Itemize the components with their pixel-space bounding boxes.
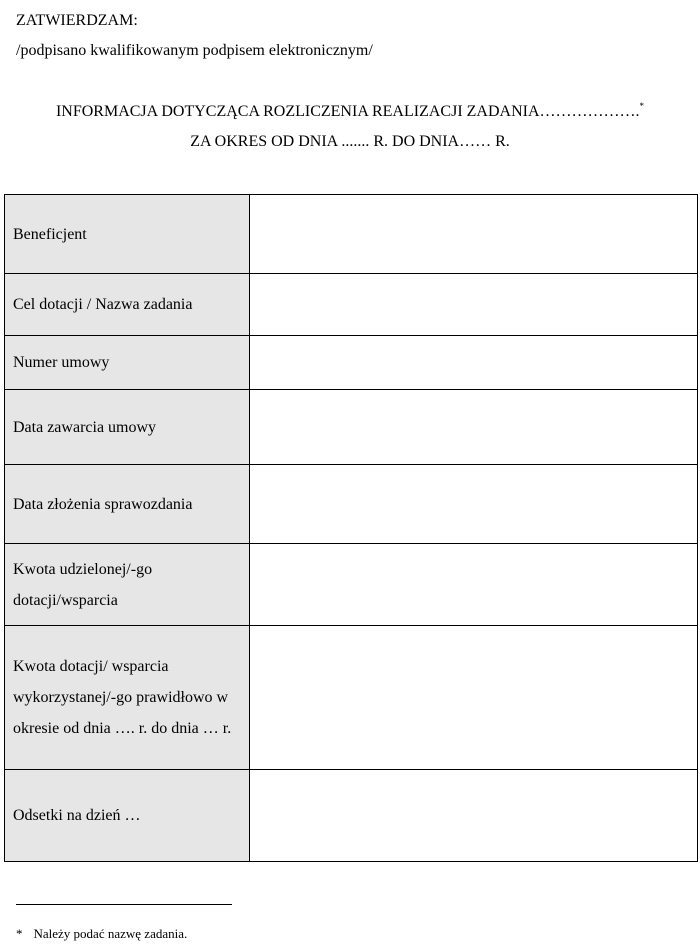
reporting-period-line: ZA OKRES OD DNIA ....... R. DO DNIA…… R.	[190, 133, 510, 150]
row-label-interest: Odsetki na dzień …	[5, 770, 250, 862]
table-row-agreement-date	[5, 390, 698, 465]
row-label-agreement-number: Numer umowy	[5, 336, 250, 390]
document-title	[0, 101, 700, 121]
footnote	[16, 926, 187, 942]
footnote-text: Należy podać nazwę zadania.	[33, 926, 188, 941]
row-value-beneficiary[interactable]	[250, 195, 698, 274]
row-label-grant-purpose: Cel dotacji / Nazwa zadania	[5, 274, 250, 336]
document-title-text: INFORMACJA DOTYCZĄCA ROZLICZENIA REALIZACJI ZADANIA……………….	[55, 103, 640, 120]
footnote-reference-mark: *	[639, 101, 645, 111]
row-value-agreement-number[interactable]	[250, 336, 698, 390]
footnote-mark: *	[16, 926, 23, 941]
row-label-agreement-date: Data zawarcia umowy	[5, 390, 250, 465]
row-value-used-amount[interactable]	[250, 626, 698, 770]
row-value-report-submission-date[interactable]	[250, 465, 698, 544]
table-row-beneficiary	[5, 195, 698, 274]
table-row-granted-amount	[5, 544, 698, 626]
row-value-agreement-date[interactable]	[250, 390, 698, 465]
table-row-used-amount	[5, 626, 698, 770]
row-value-grant-purpose[interactable]	[250, 274, 698, 336]
table-row-grant-purpose	[5, 274, 698, 336]
table-row-agreement-number	[5, 336, 698, 390]
settlement-table	[4, 194, 698, 862]
row-value-granted-amount[interactable]	[250, 544, 698, 626]
footnote-separator	[16, 904, 232, 905]
table-row-report-submission-date	[5, 465, 698, 544]
signature-note: /podpisano kwalifikowanym podpisem elektronicznym/	[16, 42, 373, 59]
row-value-interest[interactable]	[250, 770, 698, 862]
row-label-beneficiary: Beneficjent	[5, 195, 250, 274]
approval-block	[16, 6, 373, 66]
row-label-report-submission-date: Data złożenia sprawozdania	[5, 465, 250, 544]
row-label-used-amount: Kwota dotacji/ wsparcia wykorzystanej/-go prawidłowo w okresie od dnia …. r. do dnia … r.	[5, 626, 250, 770]
table-row-interest	[5, 770, 698, 862]
row-label-granted-amount: Kwota udzielonej/-go dotacji/wsparcia	[5, 544, 250, 626]
approval-title: ZATWIERDZAM:	[16, 12, 138, 29]
